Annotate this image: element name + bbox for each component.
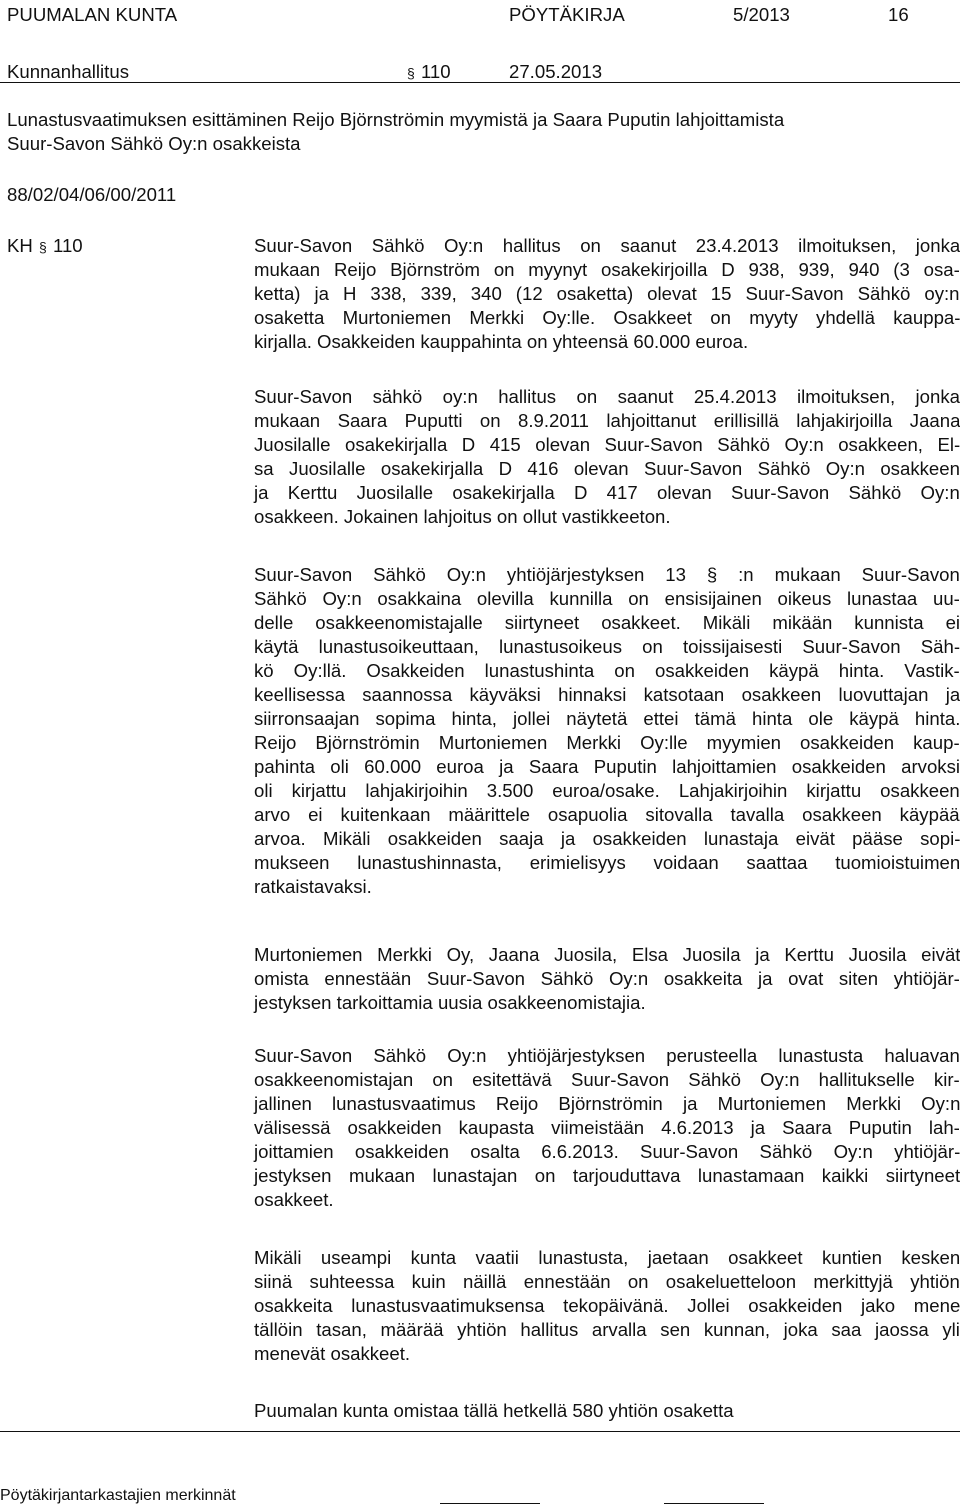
paragraph-4 bbox=[254, 943, 960, 1015]
paragraph-2 bbox=[254, 385, 960, 529]
paragraph-line: joittamien osakkeiden osalta 6.6.2013. Suur-Savon Sähkö Oy:n yhtiöjär- bbox=[254, 1141, 960, 1162]
paragraph-7 bbox=[254, 1399, 960, 1423]
paragraph-line: ja Kerttu Juosilalle osakekirjalla D 417 olevan Suur-Savon Sähkö Oy:n bbox=[254, 482, 960, 503]
paragraph-line: ketta) ja H 338, 339, 340 (12 osaketta) olevat 15 Suur-Savon Sähkö oy:n bbox=[254, 283, 960, 304]
paragraph-line: arvoa. Mikäli osakkeiden saaja ja osakkeiden lunastaja eivät pääse sopi- bbox=[254, 828, 960, 849]
paragraph-line: Reijo Björnströmin Murtoniemen Merkki Oy:lle myymien osakkeiden kaup- bbox=[254, 732, 960, 753]
municipality-name: PUUMALAN KUNTA bbox=[7, 4, 178, 25]
paragraph-line: välisessä osakkeiden kaupasta viimeistään 4.6.2013 ja Saara Puputin lah- bbox=[254, 1117, 960, 1138]
paragraph-line: omista ennestään Suur-Savon Sähkö Oy:n osakkeita ja ovat siten yhtiöjär- bbox=[254, 968, 960, 989]
paragraph-6 bbox=[254, 1246, 960, 1366]
signature-line-1 bbox=[440, 1503, 540, 1504]
paragraph-line: Suur-Savon Sähkö Oy:n hallitus on saanut 23.4.2013 ilmoituksen, jonka bbox=[254, 235, 960, 256]
paragraph-line: tällöin tasan, määrää yhtiön hallitus arvalla sen kunnan, joka saa jaossa yli bbox=[254, 1319, 960, 1340]
paragraph-line: jestyksen mukaan lunastajan on tarjouduttava lunastamaan kaikki siirtyneet bbox=[254, 1165, 960, 1186]
paragraph-line: arvo ei kuitenkaan määrittele osapuolia sitovalla tavalla osakkeen käypää bbox=[254, 804, 960, 825]
paragraph-line: menevät osakkeet. bbox=[254, 1343, 411, 1364]
paragraph-line: osakkeen. Jokainen lahjoitus on ollut vastikkeeton. bbox=[254, 506, 671, 527]
paragraph-line: mukaan Saara Puputti on 8.9.2011 lahjoittanut erillisillä lahjakirjoilla Jaana bbox=[254, 410, 960, 431]
paragraph-line: sa Juosilalle osakekirjalla D 416 olevan Suur-Savon Sähkö Oy:n osakkeen bbox=[254, 458, 960, 479]
footer-rule bbox=[0, 1431, 960, 1432]
item-number: 110 bbox=[52, 235, 83, 256]
paragraph-line: kirjalla. Osakkeiden kauppahinta on yhteensä 60.000 euroa. bbox=[254, 331, 749, 352]
section-symbol: § bbox=[407, 65, 415, 81]
footer-label: Pöytäkirjantarkastajien merkinnät bbox=[0, 1487, 236, 1504]
paragraph-line: mukaan Reijo Björnström on myynyt osakekirjoilla D 938, 939, 940 (3 osa- bbox=[254, 259, 960, 280]
paragraph-line: jallinen lunastusvaatimus Reijo Björnströmin ja Murtoniemen Merkki Oy:n bbox=[254, 1093, 960, 1114]
paragraph-line: kö Oy:llä. Osakkeiden lunastushinta on osakkeiden käypä hinta. Vastik- bbox=[254, 660, 960, 681]
paragraph-line: Murtoniemen Merkki Oy, Jaana Juosila, Elsa Juosila ja Kerttu Juosila eivät bbox=[254, 944, 960, 965]
paragraph-line: osakkeet. bbox=[254, 1189, 334, 1210]
paragraph-line: keellisessa saannossa käyväksi hinnaksi katsotaan osakkeen luovuttajan ja bbox=[254, 684, 960, 705]
paragraph-line: osakkeenomistajan on esitettävä Suur-Savon Sähkö Oy:n hallitukselle kir- bbox=[254, 1069, 960, 1090]
paragraph-line: Sähkö Oy:n osakkaina olevilla kunnilla on ensisijainen oikeus lunastaa uu- bbox=[254, 588, 960, 609]
paragraph-line: jestyksen tarkoittamia uusia osakkeenomistajia. bbox=[254, 992, 646, 1013]
paragraph-line: Juosilalle osakekirjalla D 415 olevan Suur-Savon Sähkö Oy:n osakkeen, El- bbox=[254, 434, 960, 455]
section-number: 110 bbox=[420, 61, 451, 82]
paragraph-line: ratkaistavaksi. bbox=[254, 876, 372, 897]
paragraph-line: Mikäli useampi kunta vaatii lunastusta, jaetaan osakkeet kuntien kesken bbox=[254, 1247, 960, 1268]
paragraph-line: osaketta Murtoniemen Merkki Oy:lle. Osakkeet on myyty yhdellä kauppa- bbox=[254, 307, 960, 328]
paragraph-line: Suur-Savon Sähkö Oy:n yhtiöjärjestyksen 13 § :n mukaan Suur-Savon bbox=[254, 564, 960, 585]
body-name: Kunnanhallitus bbox=[7, 61, 129, 82]
paragraph-1 bbox=[254, 234, 960, 354]
paragraph-line: Suur-Savon Sähkö Oy:n yhtiöjärjestyksen perusteella lunastusta haluavan bbox=[254, 1045, 960, 1066]
paragraph-line: käytä lunastusoikeuttaan, lunastusoikeus on toissijaisesti Suur-Savon Säh- bbox=[254, 636, 960, 657]
item-title-line-2: Suur-Savon Sähkö Oy:n osakkeista bbox=[7, 133, 301, 154]
paragraph-line: mukseen lunastushinnasta, erimielisyys voidaan saattaa tuomioistuimen bbox=[254, 852, 960, 873]
paragraph-line: osakkeita lunastusvaatimuksensa tekopäivänä. Jollei osakkeiden jako mene bbox=[254, 1295, 960, 1316]
paragraph-line: oli kirjattu lahjakirjoihin 3.500 euroa/osake. Lahjakirjoihin kirjattu osakkeen bbox=[254, 780, 960, 801]
case-number: 88/02/04/06/00/2011 bbox=[7, 184, 177, 205]
paragraph-3 bbox=[254, 563, 960, 899]
document-type: PÖYTÄKIRJA bbox=[509, 4, 625, 25]
paragraph-5 bbox=[254, 1044, 960, 1212]
paragraph-line: siirronsaajan sopima hinta, jollei näytetä ettei tämä hinta ole käypä hinta. bbox=[254, 708, 960, 729]
paragraph-line: delle osakkeenomistajalle siirtyneet osakkeet. Mikäli mikään kunnista ei bbox=[254, 612, 960, 633]
meeting-date: 27.05.2013 bbox=[509, 61, 603, 82]
paragraph-line: Suur-Savon sähkö oy:n hallitus on saanut 25.4.2013 ilmoituksen, jonka bbox=[254, 386, 960, 407]
item-body-abbr: KH bbox=[7, 235, 33, 256]
item-section-symbol: § bbox=[39, 239, 47, 255]
header-rule bbox=[0, 82, 960, 83]
item-label bbox=[7, 234, 83, 259]
item-title-line-1: Lunastusvaatimuksen esittäminen Reijo Björnströmin myymistä ja Saara Puputin lahjoittamista bbox=[7, 109, 785, 130]
paragraph-line: pahinta oli 60.000 euroa ja Saara Puputin lahjoittamien osakkeiden arvoksi bbox=[254, 756, 960, 777]
paragraph-line: Puumalan kunta omistaa tällä hetkellä 580 yhtiön osaketta bbox=[254, 1400, 734, 1421]
page-number: 16 bbox=[888, 4, 909, 25]
paragraph-line: siinä suhteessa kuin näillä ennestään on osakeluetteloon merkittyjä yhtiön bbox=[254, 1271, 960, 1292]
signature-line-2 bbox=[664, 1503, 764, 1504]
document-number: 5/2013 bbox=[733, 4, 790, 25]
